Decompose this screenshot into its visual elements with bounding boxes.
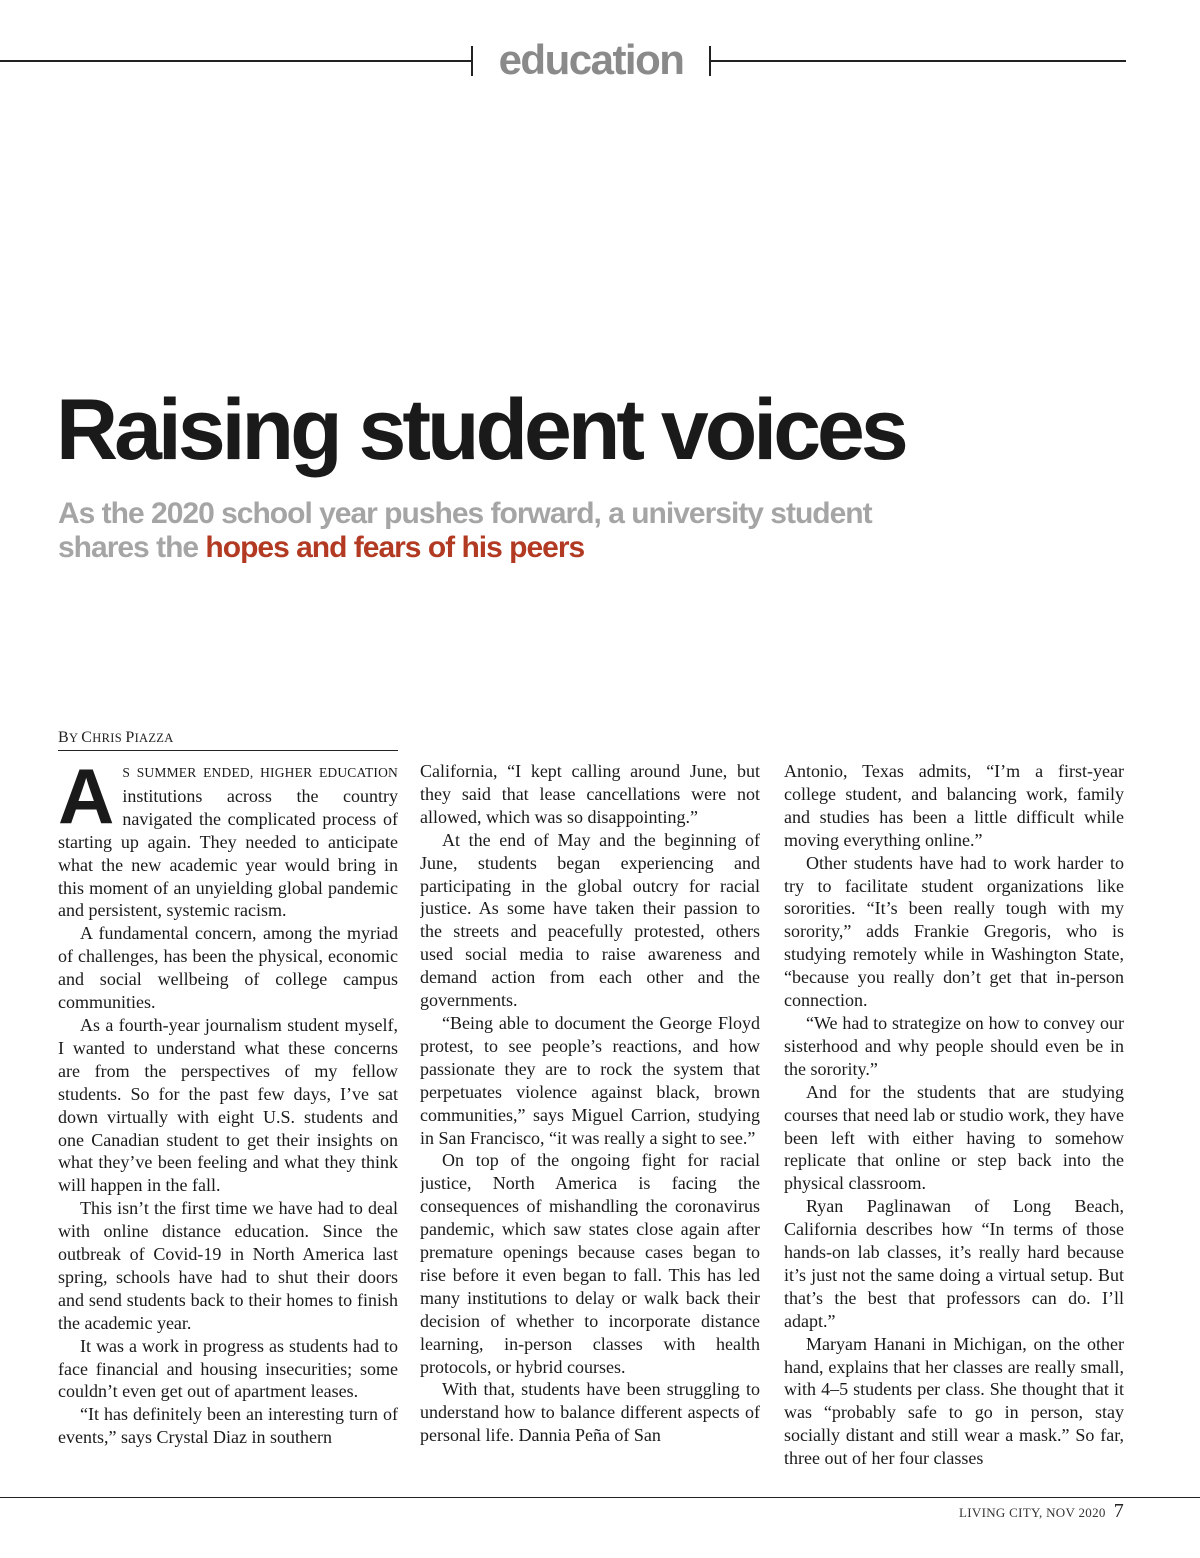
paragraph: And for the students that are studying courses that need lab or studio work, they have been left with either having to somehow replicate that online or step back into the physical classroom. bbox=[784, 1081, 1124, 1194]
section-rule-left bbox=[0, 60, 472, 62]
byline-first-initial: C bbox=[81, 729, 93, 746]
section-rule-right bbox=[710, 60, 1126, 62]
paragraph: “Being able to document the George Floyd protest, to see people’s reactions, and how passionate they are to rock the system that perpetuates violence against black, brown communities,” says Miguel Carrion, studying in San Francisco, “it was really a sight to see.” bbox=[420, 1012, 760, 1148]
paragraph: Maryam Hanani in Michigan, on the other hand, explains that her classes are really small, with 4–5 students per class. She thought that it was “probably safe to go in person, stay socially distant and still wear a mask.” So far, three out of her four classes bbox=[784, 1333, 1124, 1469]
paragraph: California, “I kept calling around June, but they said that lease cancellations were not allowed, which was so disappointing.” bbox=[420, 761, 760, 827]
byline-by-rest: Y bbox=[68, 731, 82, 745]
paragraph: Ryan Paglinawan of Long Beach, California describes how “In terms of those hands-on lab classes, it’s really hard because it’s just not the same doing a virtual setup. But that’s the best that professors can do. I’ll adapt.” bbox=[784, 1196, 1124, 1331]
deck-accent-text: hopes and fears of his peers bbox=[205, 531, 585, 564]
page-number: 7 bbox=[1113, 1500, 1124, 1522]
body-column-2 bbox=[420, 760, 760, 1488]
body-column-3 bbox=[784, 760, 1124, 1488]
paragraph: “We had to strategize on how to convey our sisterhood and why people should even be in the sorority.” bbox=[784, 1012, 1124, 1079]
lead-paragraph bbox=[58, 760, 398, 922]
paragraph: With that, students have been struggling to understand how to balance different aspects of personal life. Dannia Peña of San bbox=[420, 1379, 760, 1446]
paragraph: “It has definitely been an interesting turn of events,” says Crystal Diaz in southern bbox=[58, 1404, 398, 1448]
publication-name: LIVING CITY, NOV 2020 bbox=[959, 1505, 1106, 1520]
page-footer bbox=[959, 1500, 1124, 1523]
paragraph: On top of the ongoing fight for racial justice, North America is facing the consequences of mishandling the coronavirus pandemic, which saw states close again after premature openings because cases began to rise before it even began to fall. This has led many institutions to delay or walk back their decision of whether to incorporate distance learning, in-person classes with health protocols, or hybrid courses. bbox=[420, 1150, 760, 1377]
lead-smallcaps: S SUMMER ENDED, HIGHER EDUCATION bbox=[122, 765, 398, 780]
article-headline: Raising student voices bbox=[56, 382, 905, 478]
paragraph: It was a work in progress as students had to face financial and housing insecurities; some couldn’t even get out of apartment leases. bbox=[58, 1335, 398, 1402]
paragraph: This isn’t the first time we have had to deal with online distance education. Since the outbreak of Covid-19 in North America last spring, schools have had to shut their doors and send students back to their homes to finish the academic year. bbox=[58, 1198, 398, 1333]
byline-first-rest: HRIS bbox=[92, 731, 126, 745]
byline bbox=[58, 729, 398, 751]
section-header bbox=[0, 36, 1200, 88]
paragraph: A fundamental concern, among the myriad of challenges, has been the physical, economic and social wellbeing of college campus communities. bbox=[58, 923, 398, 1013]
paragraph: As a fourth-year journalism student myself, I wanted to understand what these concerns are from the perspectives of my fellow students. So for the past few days, I’ve sat down virtually with eight U.S. students and one Canadian student to get their insights on what they’ve been feeling and what they think will happen in the fall. bbox=[58, 1014, 398, 1196]
byline-by-initial: B bbox=[58, 729, 69, 746]
paragraph: Antonio, Texas admits, “I’m a first-year college student, and balancing work, family and studies has been a little difficult while moving everything online.” bbox=[784, 761, 1124, 850]
section-title: education bbox=[498, 36, 684, 83]
paragraph: Other students have had to work harder to try to facilitate student organizations like sororities. “It’s been really tough with my sorority,” adds Frankie Gregoris, who is studying remotely while in Washington State, “because you really don’t get that in-person connection. bbox=[784, 852, 1124, 1011]
drop-cap: A bbox=[58, 760, 115, 840]
paragraph: At the end of May and the beginning of June, students began experiencing and participating in the global outcry for racial justice. As some have taken their passion to the streets and peacefully protested, others used social media to raise awareness and demand action from each other and the governments. bbox=[420, 829, 760, 1011]
byline-last-rest: IAZZA bbox=[134, 731, 174, 745]
lead-paragraph-text: institutions across the country navigated the complicated process of starting up again. They needed to anticipate what the new academic year would bring in this moment of an unyielding global pandemic and persistent, systemic racism. bbox=[58, 785, 398, 921]
footer-rule bbox=[0, 1497, 1200, 1498]
body-column-1 bbox=[58, 760, 398, 1488]
article-deck bbox=[58, 497, 878, 565]
deck-text: As the 2020 school year pushes forward, a university student shares the bbox=[58, 497, 872, 564]
byline-last-initial: P bbox=[125, 729, 135, 746]
